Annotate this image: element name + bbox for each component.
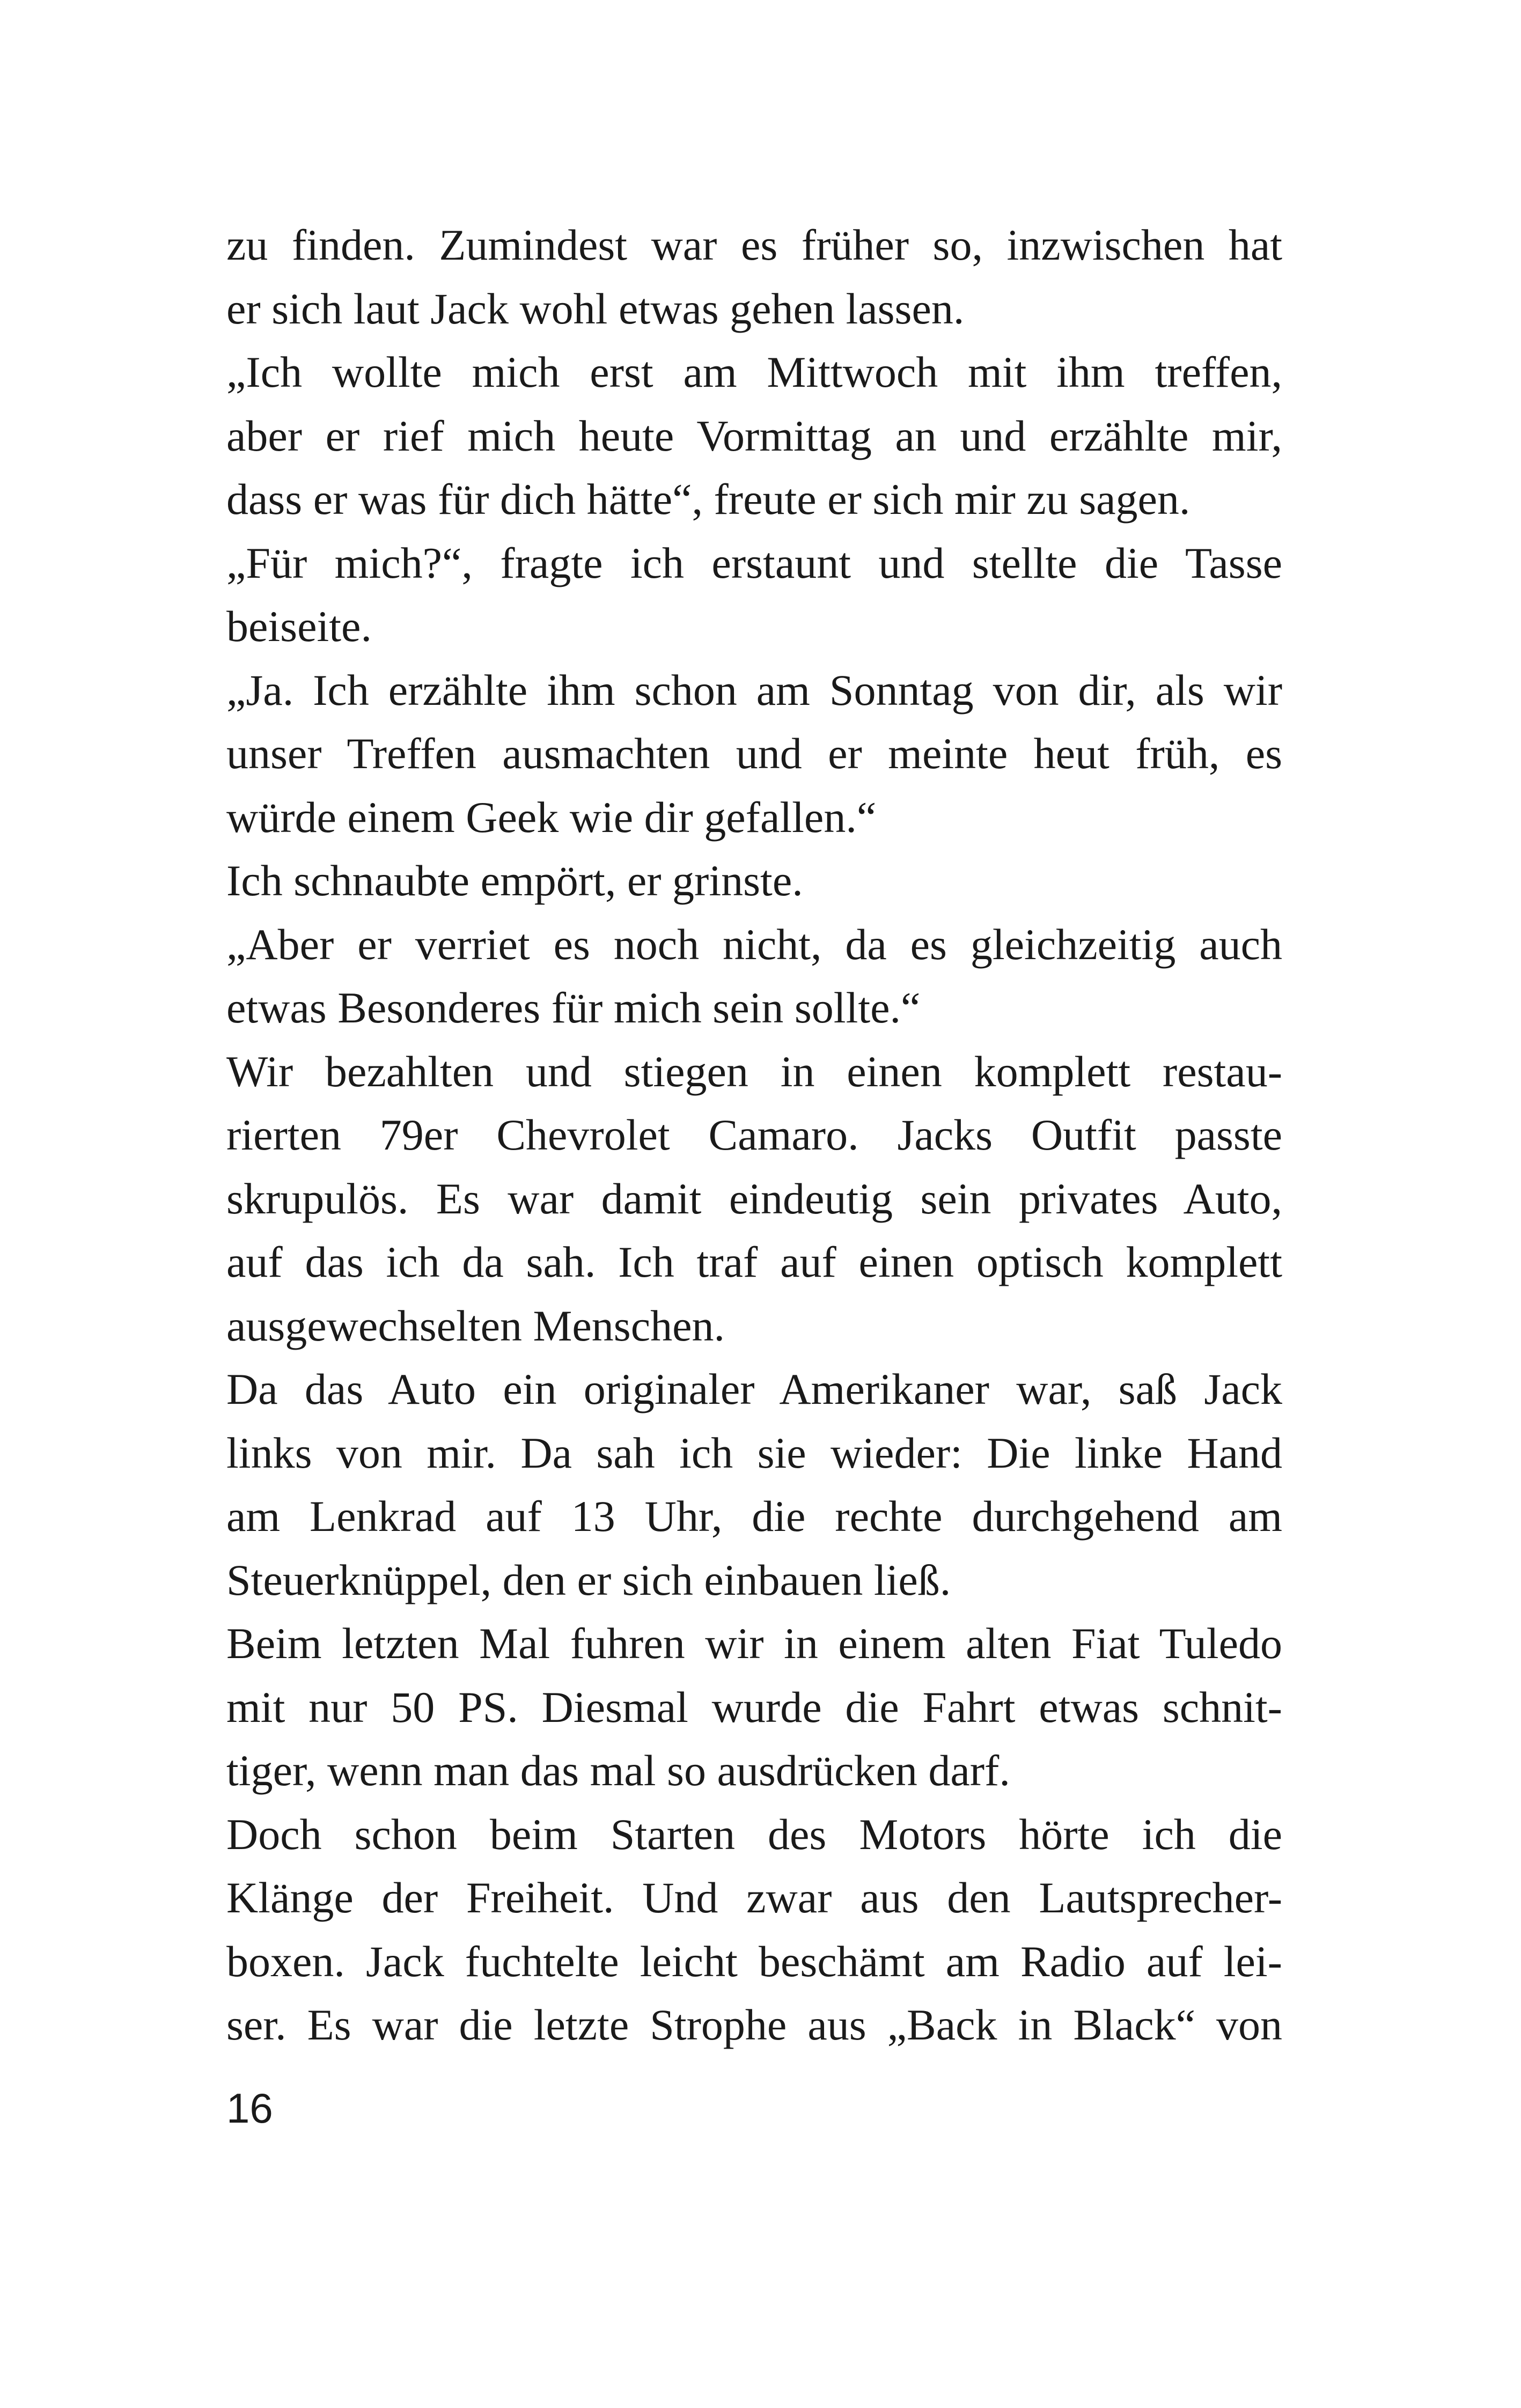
text-line: Wir bezahlten und stiegen in einen komplett restau- — [226, 1047, 1282, 1096]
body-text — [226, 213, 1282, 2057]
text-line: „Aber er verriet es noch nicht, da es gleichzeitig auch — [226, 919, 1282, 969]
text-line: boxen. Jack fuchtelte leicht beschämt am Radio auf lei- — [226, 1936, 1282, 1986]
text-line: ausgewechselten Menschen. — [226, 1301, 725, 1350]
text-line: Ich schnaubte empört, er grinste. — [226, 856, 803, 905]
text-line: beiseite. — [226, 602, 372, 651]
text-line: etwas Besonderes für mich sein sollte.“ — [226, 983, 921, 1032]
text-line: am Lenkrad auf 13 Uhr, die rechte durchgehend am — [226, 1492, 1282, 1541]
text-line: Steuerknüppel, den er sich einbauen ließ. — [226, 1555, 951, 1604]
text-line: mit nur 50 PS. Diesmal wurde die Fahrt etwas schnit- — [226, 1682, 1282, 1732]
text-line: skrupulös. Es war damit eindeutig sein privates Auto, — [226, 1174, 1282, 1223]
text-line: ser. Es war die letzte Strophe aus „Back in Black“ von — [226, 2000, 1282, 2049]
text-line: zu finden. Zumindest war es früher so, inzwischen hat — [226, 220, 1282, 269]
text-line: „Für mich?“, fragte ich erstaunt und stellte die Tasse — [226, 538, 1282, 587]
text-line: links von mir. Da sah ich sie wieder: Die linke Hand — [226, 1428, 1282, 1477]
text-line: er sich laut Jack wohl etwas gehen lassen. — [226, 284, 965, 333]
text-line: auf das ich da sah. Ich traf auf einen optisch komplett — [226, 1238, 1282, 1286]
text-line: aber er rief mich heute Vormittag an und erzählte mir, — [226, 411, 1282, 460]
text-line: würde einem Geek wie dir gefallen.“ — [226, 792, 877, 842]
text-line: „Ich wollte mich erst am Mittwoch mit ihm treffen, — [226, 348, 1282, 396]
text-line: Doch schon beim Starten des Motors hörte ich die — [226, 1809, 1282, 1859]
text-line: dass er was für dich hätte“, freute er sich mir zu sagen. — [226, 475, 1191, 524]
text-line: Da das Auto ein originaler Amerikaner war, saß Jack — [226, 1365, 1282, 1413]
text-line: tiger, wenn man das mal so ausdrücken darf. — [226, 1746, 1010, 1795]
text-line: Beim letzten Mal fuhren wir in einem alten Fiat Tuledo — [226, 1619, 1282, 1668]
text-line: unser Treffen ausmachten und er meinte heut früh, es — [226, 729, 1282, 778]
text-line: „Ja. Ich erzählte ihm schon am Sonntag von dir, als wir — [226, 665, 1282, 715]
text-line: rierten 79er Chevrolet Camaro. Jacks Outfit passte — [226, 1110, 1282, 1159]
page-number: 16 — [226, 2085, 273, 2132]
text-line: Klänge der Freiheit. Und zwar aus den Lautsprecher- — [226, 1873, 1282, 1922]
